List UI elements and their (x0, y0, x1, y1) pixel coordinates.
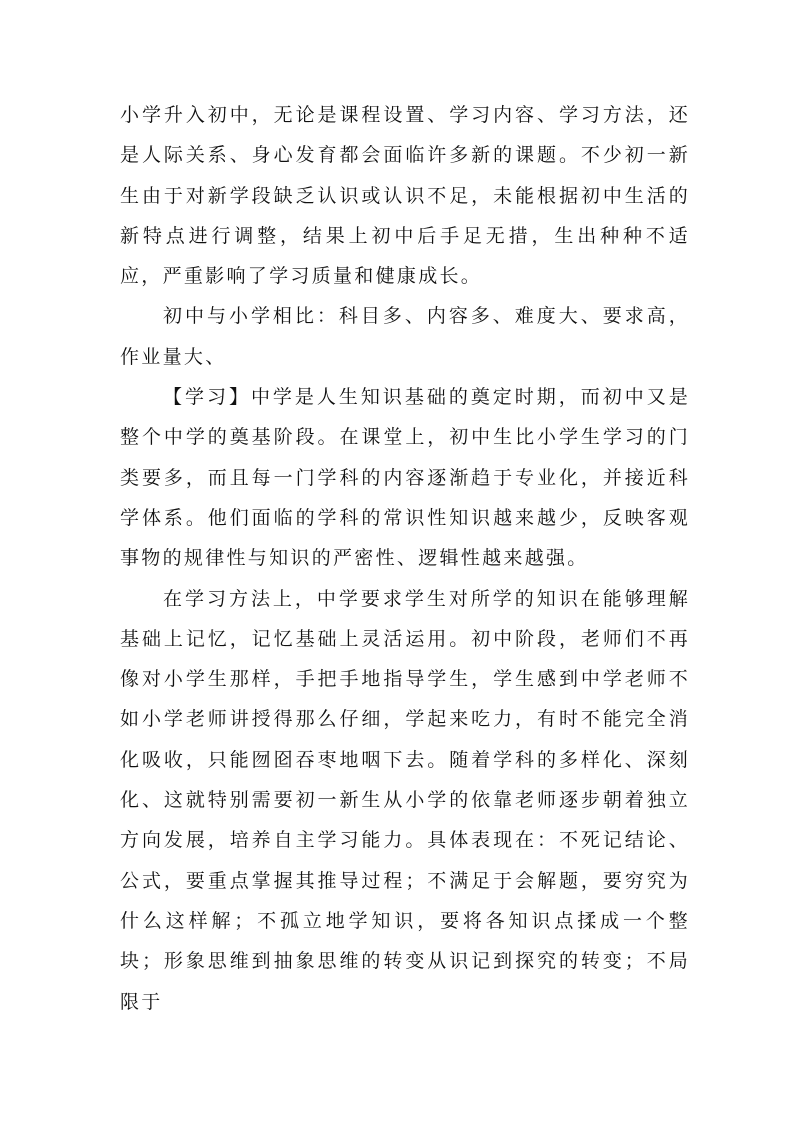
paragraph-learning: 【学习】中学是人生知识基础的奠定时期，而初中又是整个中学的奠基阶段。在课堂上，初中生比小学生学习的门类要多，而且每一门学科的内容逐渐趋于专业化，并接近科学体系。他们面临的学科的常识性知识越来越少，反映客观事物的规律性与知识的严密性、逻辑性越来越强。 (120, 386, 690, 570)
paragraph-intro: 小学升入初中，无论是课程设置、学习内容、学习方法，还是人际关系、身心发育都会面临许多新的课题。不少初一新生由于对新学段缺乏认识或认识不足，未能根据初中生活的新特点进行调整，结果上初中后手足无措，生出种种不适应，严重影响了学习质量和健康成长。 (120, 104, 690, 288)
document-body (120, 95, 690, 1022)
paragraph-comparison: 初中与小学相比：科目多、内容多、难度大、要求高，作业量大、 (120, 305, 690, 368)
paragraph-learning-methods: 在学习方法上，中学要求学生对所学的知识在能够理解基础上记忆，记忆基础上灵活运用。初中阶段，老师们不再像对小学生那样，手把手地指导学生，学生感到中学老师不如小学老师讲授得那么仔细，学起来吃力，有时不能完全消化吸收，只能囫囵吞枣地咽下去。随着学科的多样化、深刻化、这就特别需要初一新生从小学的依靠老师逐步朝着独立方向发展，培养自主学习能力。具体表现在：不死记结论、公式，要重点掌握其推导过程；不满足于会解题，要穷究为什么这样解；不孤立地学知识，要将各知识点揉成一个整块；形象思维到抽象思维的转变从识记到探究的转变；不局限于 (120, 587, 690, 1013)
